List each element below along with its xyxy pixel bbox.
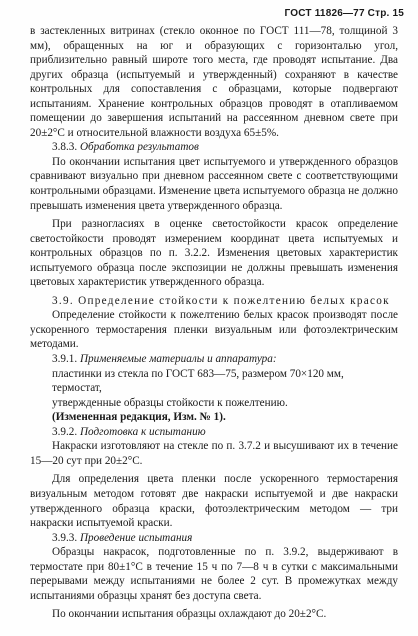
section-number: 3.8.3.	[52, 141, 78, 154]
section-heading-3-9-2	[30, 425, 398, 440]
paragraph-disagreement: При разногласиях в оценке светостойкости красок определение светостойкости проводят измерением координат цвета испытуемых и контрольных образцов по п. 3.2.2. Изменения цветовых характеристик испытуемого образца после экспозиции не должны превышать изменения цветовых характеристик утвержденного образца.	[30, 218, 398, 289]
section-title: Применяемые материалы и аппаратура:	[79, 353, 277, 366]
list-item-samples: утвержденные образцы стойкости к пожелтению.	[52, 396, 288, 409]
section-number: 3.9.1.	[52, 353, 78, 366]
page-body	[30, 24, 398, 622]
section-title: Обработка результатов	[79, 141, 199, 154]
section-heading-3-9-3	[30, 531, 398, 546]
list-item-plates: пластинки из стекла по ГОСТ 683—75, размером 70×120 мм,	[52, 367, 344, 380]
section-title: Проведение испытания	[79, 531, 193, 544]
section-title: Подготовка к испытанию	[79, 425, 206, 438]
section-heading-3-9: 3.9. Определение стойкости к пожелтению белых красок	[52, 294, 390, 307]
list-item-thermostat: термостат,	[52, 382, 102, 395]
section-heading-3-8-3	[30, 140, 398, 155]
paragraph-continued: в застекленных витринах (стекло оконное по ГОСТ 111—78, толщиной 3 мм), обращенных на юг и образующих с горизонталью угол, приблизительно равный широте того места, где проводят испытание. Два других образца (испытуемый и утвержденный) сохраняют в качестве контрольных для сопоставления с образцами, которые подвергают испытаниям. Хранение контрольных образцов проводят в отапливаемом помещении до завершения испытаний на рассеянном дневном свете при 20±2°С и относительной влажности воздуха 65±5%.	[30, 25, 398, 139]
paragraph-3-9-2-methods: Для определения цвета пленки после ускоренного термостарения визуальным методом готовят две накраски испытуемой и две накраски утвержденного образца краски, фотоэлектрическим методом — три накраски испытуемой краски.	[30, 473, 398, 530]
paragraph-3-9: Определение стойкости к пожелтению белых красок производят после ускоренного термостарения пленки визуальным или фотоэлектрическим методами.	[30, 309, 398, 351]
amendment-note: (Измененная редакция, Изм. № 1).	[52, 411, 226, 424]
section-number: 3.9.2.	[52, 425, 78, 438]
section-number: 3.9.3.	[52, 531, 78, 544]
section-heading-3-9-1	[30, 352, 398, 367]
paragraph-3-9-2: Накраски изготовляют на стекле по п. 3.7.2 и высушивают их в течение 15—20 сут при 20±2°С.	[30, 440, 398, 467]
paragraph-3-9-3: Образцы накрасок, подготовленные по п. 3.9.2, выдерживают в термостате при 80±1°С в течение 15 ч по 7—8 ч в сутки с максимальными перерывами между испытаниями не более 2 сут. В промежутках между испытаниями образцы хранят без доступа света.	[30, 546, 398, 602]
paragraph-results: По окончании испытания цвет испытуемого и утвержденного образцов сравнивают визуально при дневном рассеянном свете с соответствующими контрольными образцами. Изменение цвета испытуемого образца не должно превышать изменения цвета утвержденного образца.	[30, 155, 398, 212]
paragraph-3-9-3-cooling: По окончании испытания образцы охлаждают до 20±2°С.	[52, 608, 327, 621]
running-header: ГОСТ 11826—77 Стр. 15	[284, 8, 404, 19]
